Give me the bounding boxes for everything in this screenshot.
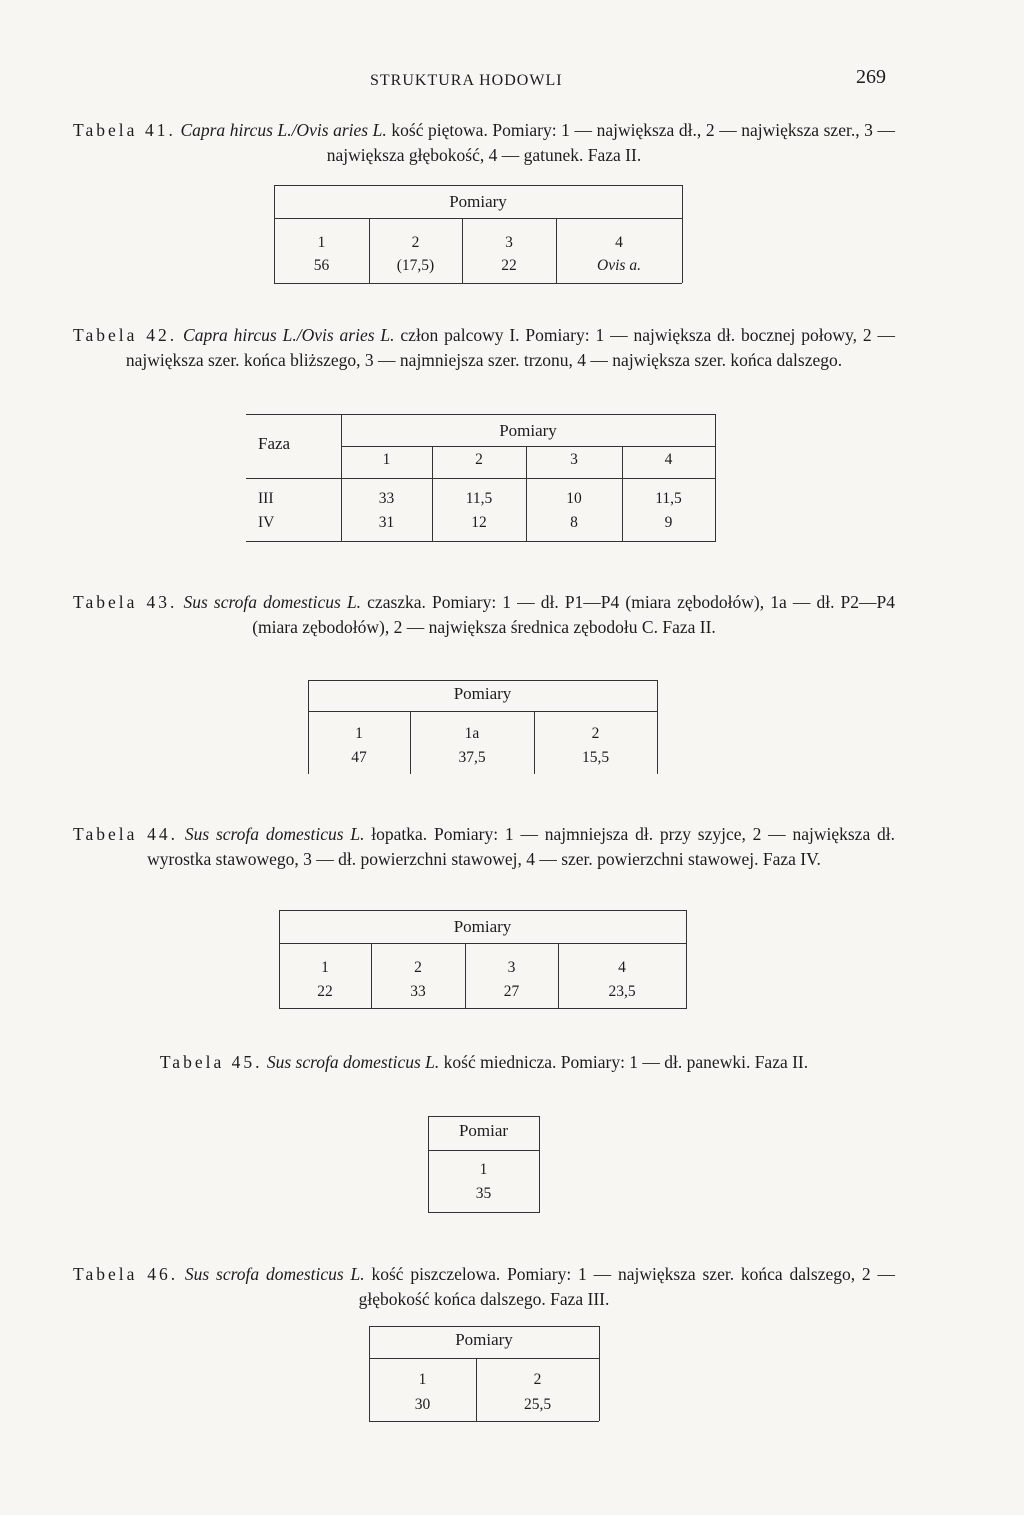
data-cell: 22: [317, 983, 333, 1000]
col-header: 1: [321, 959, 329, 976]
table-label: Tabela 41.: [73, 120, 176, 140]
data-cell: 31: [378, 514, 395, 531]
header-pomiary: Pomiary: [455, 1330, 513, 1349]
data-cell: 27: [503, 983, 520, 1000]
col-header: 3: [505, 234, 513, 251]
data-cell: 30: [414, 1396, 431, 1413]
caption-text: kość piętowa. Pomiary: 1 — największa dł., 2 — największa szer., 3 — największa głębokość, 4 — gatunek. Faza II.: [326, 120, 895, 165]
col-header: 1: [382, 451, 391, 468]
caption-text: łopatka. Pomiary: 1 — najmniejsza dł. przy szyjce, 2 — największa dł. wyrostka stawowego, 3 — dł. powierzchni stawowej, 4 — szer. powierzchni stawowej. Faza IV.: [147, 824, 895, 869]
running-title: STRUKTURA HODOWLI: [370, 72, 563, 89]
col-header: 1: [418, 1371, 427, 1388]
header-pomiary: Pomiary: [453, 917, 512, 936]
caption-text: czaszka. Pomiary: 1 — dł. P1—P4 (miara zębodołów), 1a — dł. P2—P4 (miara zębodołów), 2 — największa średnica zębodołu C. Faza II.: [252, 592, 896, 637]
data-cell: 8: [570, 514, 578, 531]
col-header: 4: [615, 234, 623, 251]
table-41-caption: [73, 118, 895, 168]
table-label: Tabela 44.: [73, 824, 179, 844]
page-number: 269: [856, 66, 886, 88]
col-header: 2: [414, 959, 422, 976]
col-header: 1: [317, 234, 326, 251]
table-42-caption: [73, 323, 895, 373]
col-header: 1a: [464, 725, 480, 742]
row-label: III: [258, 490, 274, 507]
col-header: 2: [411, 234, 420, 251]
table-label: Tabela 45.: [159, 1052, 263, 1072]
data-cell: 10: [566, 490, 582, 507]
col-header: 2: [475, 451, 483, 468]
table-45-caption: [73, 1050, 895, 1075]
data-cell: 23,5: [608, 983, 636, 1000]
species-name: Sus scrofa domesticus L.: [184, 1264, 365, 1284]
table-46-caption: [73, 1262, 895, 1312]
row-label: IV: [258, 514, 275, 531]
data-cell: 25,5: [523, 1396, 552, 1413]
data-cell: 11,5: [655, 490, 682, 507]
species-name: Capra hircus L./Ovis aries L.: [183, 325, 395, 345]
data-cell: Ovis a.: [597, 257, 641, 274]
species-name: Sus scrofa domesticus L.: [183, 592, 362, 612]
table-label: Tabela 42.: [73, 325, 178, 345]
col-header: 1: [479, 1161, 488, 1178]
data-cell: 12: [471, 514, 487, 531]
data-cell: 9: [664, 514, 673, 531]
data-cell: (17,5): [396, 257, 435, 274]
caption-text: kość miednicza. Pomiary: 1 — dł. panewki. Faza II.: [439, 1052, 809, 1072]
data-cell: 37,5: [458, 749, 486, 766]
col-header: 3: [570, 451, 578, 468]
header-pomiar: Pomiar: [458, 1121, 509, 1140]
row-header-faza: Faza: [258, 434, 291, 453]
species-name: Capra hircus L./Ovis aries L.: [180, 120, 387, 140]
data-cell: 33: [378, 490, 395, 507]
col-header: 2: [533, 1371, 542, 1388]
data-cell: 33: [410, 983, 426, 1000]
data-cell: 56: [313, 257, 330, 274]
data-cell: 47: [351, 749, 367, 766]
table-label: Tabela 43.: [73, 592, 178, 612]
page-header: [0, 66, 1024, 90]
col-header: 4: [618, 959, 626, 976]
col-header: 2: [591, 725, 600, 742]
col-header: 3: [507, 959, 516, 976]
table-43-caption: [73, 590, 895, 640]
header-pomiary: Pomiary: [453, 684, 512, 703]
header-pomiary: Pomiary: [499, 421, 557, 440]
table-44-caption: [73, 822, 895, 872]
caption-text: kość piszczelowa. Pomiary: 1 — największa szer. końca dalszego, 2 — głębokość końca dalszego. Faza III.: [358, 1264, 895, 1309]
data-cell: 11,5: [465, 490, 493, 507]
species-name: Sus scrofa domesticus L.: [184, 824, 365, 844]
col-header: 4: [664, 451, 673, 468]
caption-text: człon palcowy I. Pomiary: 1 — największa dł. bocznej połowy, 2 — największa szer. końca bliższego, 3 — najmniejsza szer. trzonu, 4 — największa szer. końca dalszego.: [125, 325, 895, 370]
data-cell: 35: [475, 1185, 492, 1202]
col-header: 1: [355, 725, 363, 742]
table-label: Tabela 46.: [73, 1264, 179, 1284]
data-cell: 15,5: [581, 749, 610, 766]
species-name: Sus scrofa domesticus L.: [266, 1052, 440, 1072]
data-cell: 22: [501, 257, 517, 274]
header-pomiary: Pomiary: [449, 192, 507, 211]
